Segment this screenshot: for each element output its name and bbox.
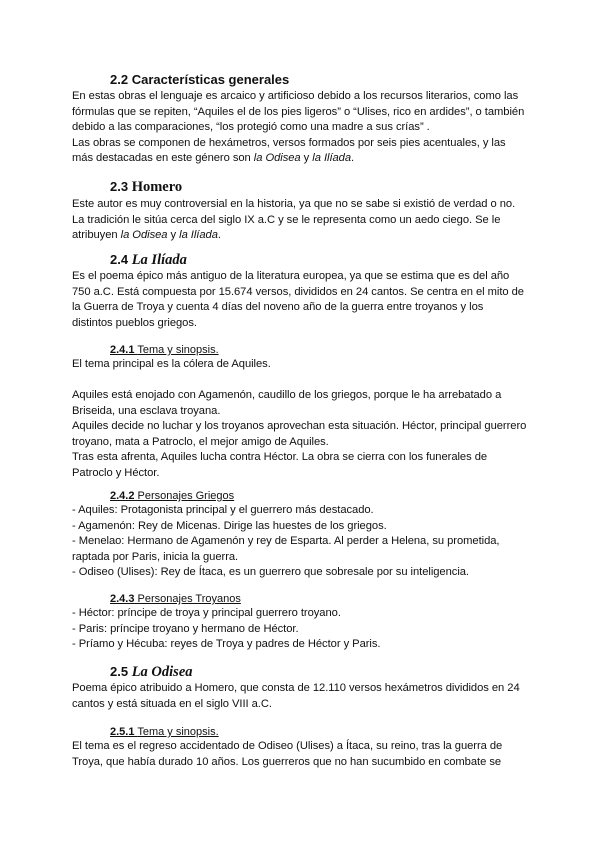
subheading-number: 2.4.2 [110, 490, 135, 502]
heading-title: La Odisea [131, 664, 193, 680]
text-line: Aquiles está enojado con Agamenón, caudillo de los griegos, porque le ha arrebatado a [72, 389, 502, 401]
text-span: más destacadas en este género son [72, 152, 254, 164]
subheading-tema-odisea [110, 726, 219, 738]
text-span: . [217, 229, 221, 241]
list-item: - Paris: príncipe troyano y hermano de Héctor. [72, 622, 299, 635]
subheading-title: Tema y sinopsis. [137, 344, 219, 356]
text-line: Tras esta afrenta, Aquiles lucha contra Héctor. La obra se cierra con los funerales de [72, 451, 488, 463]
text-span: y [300, 152, 313, 164]
italic-title: la Odisea [253, 152, 301, 164]
text-line: Briseida, una esclava troyana. [72, 404, 221, 417]
subheading-title: Tema y sinopsis. [137, 726, 219, 738]
text-line: Poema épico atribuido a Homero, que consta de 12.110 versos hexámetros divididos en 24 [72, 682, 520, 694]
paragraph-tema-odisea [72, 739, 538, 770]
text-line: El tema es el regreso accidentado de Odiseo (Ulises) a Ítaca, su reino, tras la guerra de [72, 740, 503, 752]
heading-number: 2.2 [110, 72, 129, 87]
text-line: Las obras se componen de hexámetros, versos formados por seis pies acentuales, y las [72, 136, 506, 149]
text-line: La tradición le sitúa cerca del siglo IX a.C y se le representa como un aedo ciego. Se le [72, 213, 501, 226]
text-line: cantos y está situada en el siglo VIII a.C. [72, 697, 272, 710]
subheading-number: 2.4.1 [110, 344, 135, 356]
text-span: atribuyen [72, 229, 121, 241]
text-line: 750 a.C. Está compuesta por 15.674 versos, divididos en 24 cantos. Se centra en el mito de [72, 285, 524, 298]
heading-iliada [110, 252, 187, 269]
text-line: la Guerra de Troya y cuenta 4 días del noveno año de la guerra entre troyanos y los [72, 301, 484, 313]
subheading-title: Personajes Troyanos [137, 593, 241, 605]
blank-line [72, 373, 538, 389]
text-line: fórmulas que se repiten, “Aquiles el de los pies ligeros” o “Ulises, rico en ardides”, o también [72, 105, 525, 118]
list-personajes-griegos [72, 503, 538, 581]
heading-title: Homero [131, 179, 183, 195]
text-line: troyano, mata a Patroclo, el mejor amigo de Aquiles. [72, 435, 329, 448]
heading-title: Características generales [131, 72, 290, 87]
heading-number: 2.4 [110, 252, 129, 267]
paragraph-odisea [72, 681, 538, 712]
italic-title: la Odisea [120, 229, 168, 241]
heading-number: 2.5 [110, 664, 129, 679]
paragraph-caracteristicas [72, 89, 538, 167]
italic-title: la Ilíada [312, 152, 352, 164]
subheading-title: Personajes Griegos [137, 490, 235, 502]
text-line [72, 151, 538, 167]
subheading-number: 2.5.1 [110, 726, 135, 738]
text-line: Patroclo y Héctor. [72, 466, 160, 479]
text-line: El tema principal es la cólera de Aquiles. [72, 358, 271, 370]
list-item: - Odiseo (Ulises): Rey de Ítaca, es un guerrero que sobresale por su inteligencia. [72, 566, 469, 578]
list-item: - Agamenón: Rey de Micenas. Dirige las huestes de los griegos. [72, 519, 387, 532]
text-line: Aquiles decide no luchar y los troyanos aprovechan esta situación. Héctor, principal guerrero [72, 420, 527, 432]
list-item: raptada por Paris, inicia la guerra. [72, 550, 239, 563]
heading-number: 2.3 [110, 179, 129, 194]
paragraph-iliada [72, 269, 538, 331]
list-item: - Aquiles: Protagonista principal y el guerrero más destacado. [72, 504, 374, 516]
text-line: debido a las comparaciones, “los protegió como una madre a sus crías” . [72, 121, 430, 133]
subheading-personajes-griegos [110, 490, 234, 502]
heading-odisea [110, 664, 193, 681]
list-item: - Príamo y Hécuba: reyes de Troya y padres de Héctor y Paris. [72, 638, 381, 650]
text-line: Es el poema épico más antiguo de la literatura europea, ya que se estima que es del año [72, 270, 510, 282]
text-line: Este autor es muy controversial en la historia, ya que no se sabe si existió de verdad o no. [72, 198, 516, 210]
italic-title: la Ilíada [179, 229, 218, 241]
subheading-number: 2.4.3 [110, 593, 135, 605]
text-span: . [351, 152, 355, 164]
text-span: y [167, 229, 180, 241]
subheading-personajes-troyanos [110, 593, 241, 605]
heading-title: La Ilíada [131, 252, 187, 268]
paragraph-homero [72, 197, 538, 244]
subheading-tema-iliada [110, 344, 219, 356]
heading-caracteristicas [110, 72, 289, 87]
paragraph-tema-iliada [72, 357, 538, 481]
text-line: En estas obras el lenguaje es arcaico y artificioso debido a los recursos literarios, como las [72, 90, 519, 102]
heading-homero [110, 179, 182, 196]
text-line [72, 228, 538, 244]
text-line: Troya, que había durado 10 años. Los guerreros que no han sucumbido en combate se [72, 755, 502, 768]
text-line: distintos pueblos griegos. [72, 316, 197, 329]
list-item: - Héctor: príncipe de troya y principal guerrero troyano. [72, 607, 341, 619]
list-item: - Menelao: Hermano de Agamenón y rey de Esparta. Al perder a Helena, su prometida, [72, 535, 500, 547]
list-personajes-troyanos [72, 606, 538, 653]
